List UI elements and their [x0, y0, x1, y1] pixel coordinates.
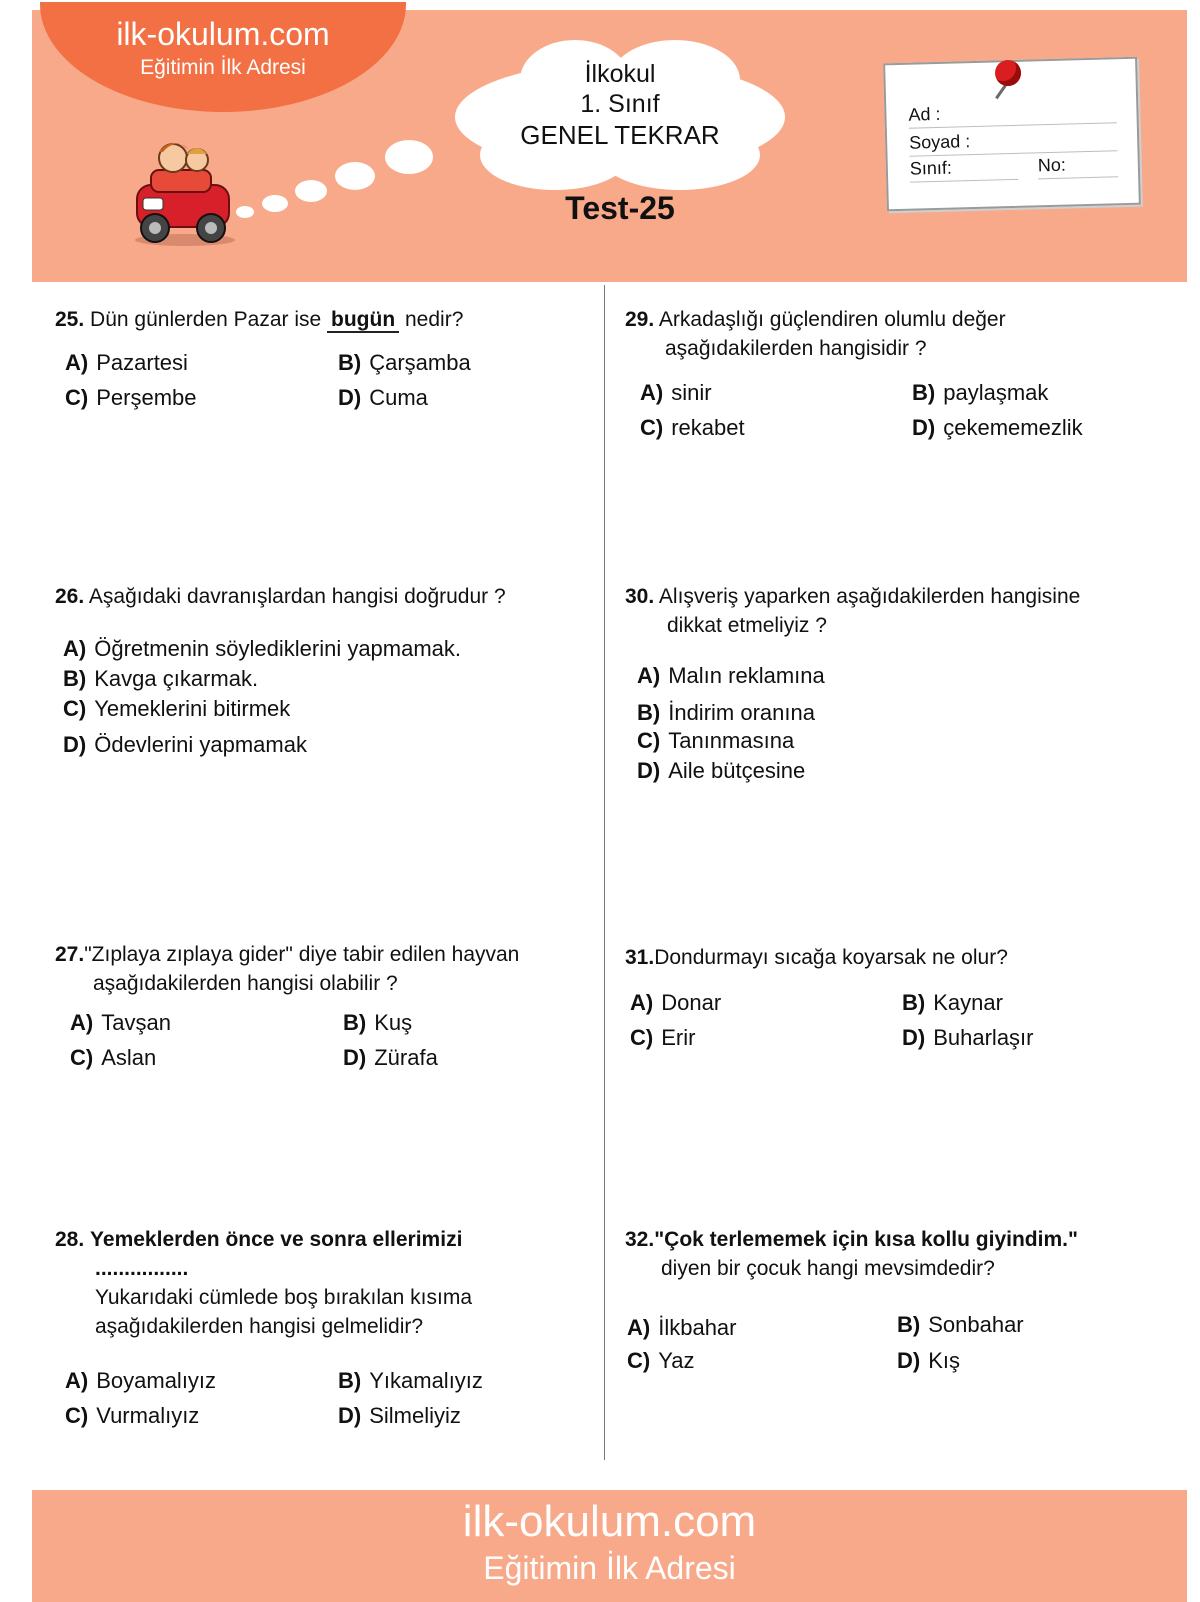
test-title: Test-25 [565, 190, 675, 226]
question-28 [55, 1225, 472, 1341]
question-text: Aşağıdaki davranışlardan hangisi doğrudur ? [88, 585, 506, 608]
option-c[interactable]: C) rekabet [640, 415, 745, 440]
thought-dot [385, 140, 433, 174]
question-text: Dondurmayı sıcağa koyarsak ne olur? [654, 946, 1008, 969]
option-a[interactable]: A) Tavşan [70, 1010, 171, 1035]
option-d[interactable]: D) çekememezlik [912, 415, 1083, 440]
blank-dots: ................ [95, 1257, 189, 1280]
question-30 [625, 582, 1080, 640]
name-label: Ad : [908, 103, 941, 125]
surname-field[interactable] [909, 127, 1118, 156]
push-pin-icon [995, 60, 1021, 86]
logo-title: ilk-okulum.com [116, 16, 330, 52]
option-a[interactable]: A) İlkbahar [627, 1315, 737, 1340]
option-c[interactable]: C) Aslan [70, 1045, 157, 1070]
question-text: Arkadaşlığı güçlendiren olumlu değer [658, 308, 1006, 331]
school-level: İlkokul [584, 60, 656, 88]
question-text: "Çok terlememek için kısa kollu giyindim." [654, 1228, 1078, 1251]
question-number: 28. [55, 1228, 85, 1251]
option-b[interactable]: B) Çarşamba [338, 350, 471, 375]
option-b[interactable]: B) İndirim oranına [637, 700, 815, 725]
option-d[interactable]: D) Zürafa [343, 1045, 438, 1070]
option-c[interactable]: C) Tanınmasına [637, 728, 795, 753]
thought-dot [262, 195, 288, 212]
class-field[interactable] [910, 156, 1019, 183]
question-number: 27. [55, 943, 85, 966]
option-d[interactable]: D) Ödevlerini yapmamak [63, 732, 307, 757]
thought-dot [236, 206, 254, 218]
question-text-end: nedir? [399, 308, 464, 331]
option-a[interactable]: A) sinir [640, 380, 712, 405]
footer-subtitle: Eğitimin İlk Adresi [483, 1550, 736, 1586]
question-number: 29. [625, 308, 655, 331]
option-d[interactable]: D) Aile bütçesine [637, 758, 806, 783]
question-text: "Zıplaya zıplaya gider" diye tabir edilen hayvan [84, 943, 520, 966]
question-number: 30. [625, 585, 655, 608]
question-emphasis: bugün [327, 308, 399, 333]
car-mascot-icon [125, 130, 245, 250]
question-number: 25. [55, 308, 85, 331]
option-c[interactable]: C) Yaz [627, 1348, 695, 1373]
class-label: Sınıf: [909, 157, 953, 179]
question-29 [625, 305, 1006, 363]
question-number: 31. [625, 946, 655, 969]
option-b[interactable]: B) Kavga çıkarmak. [63, 666, 259, 691]
option-a[interactable]: A) Malın reklamına [637, 663, 825, 688]
surname-label: Soyad : [908, 131, 971, 153]
option-a[interactable]: A) Öğretmenin söylediklerini yapmamak. [63, 636, 462, 661]
question-text-line3: aşağıdakilerden hangisi gelmelidir? [95, 1315, 424, 1338]
logo-subtitle: Eğitimin İlk Adresi [140, 56, 306, 79]
question-31 [625, 943, 1008, 972]
question-text-line2: aşağıdakilerden hangisidir ? [665, 337, 927, 360]
question-text-line2: dikkat etmeliyiz ? [667, 614, 827, 637]
question-number: 32. [625, 1228, 655, 1251]
thought-dot [295, 180, 327, 202]
question-number: 26. [55, 585, 85, 608]
column-divider [604, 285, 605, 1460]
option-a[interactable]: A) Pazartesi [65, 350, 188, 375]
grade-label: 1. Sınıf [580, 90, 660, 118]
subject-label: GENEL TEKRAR [520, 120, 720, 150]
option-c[interactable]: C) Yemeklerini bitirmek [63, 696, 291, 721]
footer-title: ilk-okulum.com [462, 1497, 757, 1546]
question-text: Alışveriş yaparken aşağıdakilerden hangisine [658, 585, 1081, 608]
name-field[interactable] [908, 99, 1117, 128]
question-26 [55, 582, 506, 611]
option-b[interactable]: B) Kaynar [902, 990, 1003, 1015]
option-a[interactable]: A) Boyamalıyız [65, 1368, 217, 1393]
option-d[interactable]: D) Silmeliyiz [338, 1403, 461, 1428]
option-c[interactable]: C) Vurmalıyız [65, 1403, 200, 1428]
number-field[interactable] [1038, 153, 1119, 179]
thought-dot [335, 162, 375, 190]
option-b[interactable]: B) Kuş [343, 1010, 413, 1035]
number-label: No: [1037, 154, 1067, 176]
question-27 [55, 940, 519, 998]
question-32 [625, 1225, 1078, 1283]
option-c[interactable]: C) Perşembe [65, 385, 197, 410]
option-d[interactable]: D) Buharlaşır [902, 1025, 1034, 1050]
question-text-line2: Yukarıdaki cümlede boş bırakılan kısıma [95, 1286, 473, 1309]
question-text-line2: diyen bir çocuk hangi mevsimdedir? [661, 1257, 995, 1280]
option-d[interactable]: D) Cuma [338, 385, 428, 410]
question-text: Yemeklerden önce ve sonra ellerimizi [90, 1228, 463, 1251]
option-d[interactable]: D) Kış [897, 1348, 961, 1373]
option-a[interactable]: A) Donar [630, 990, 722, 1015]
option-c[interactable]: C) Erir [630, 1025, 696, 1050]
option-b[interactable]: B) Yıkamalıyız [338, 1368, 483, 1393]
question-25 [55, 305, 463, 334]
option-b[interactable]: B) Sonbahar [897, 1312, 1024, 1337]
question-text: Dün günlerden Pazar ise [90, 308, 328, 331]
question-text-line2: aşağıdakilerden hangisi olabilir ? [93, 972, 398, 995]
option-b[interactable]: B) paylaşmak [912, 380, 1049, 405]
